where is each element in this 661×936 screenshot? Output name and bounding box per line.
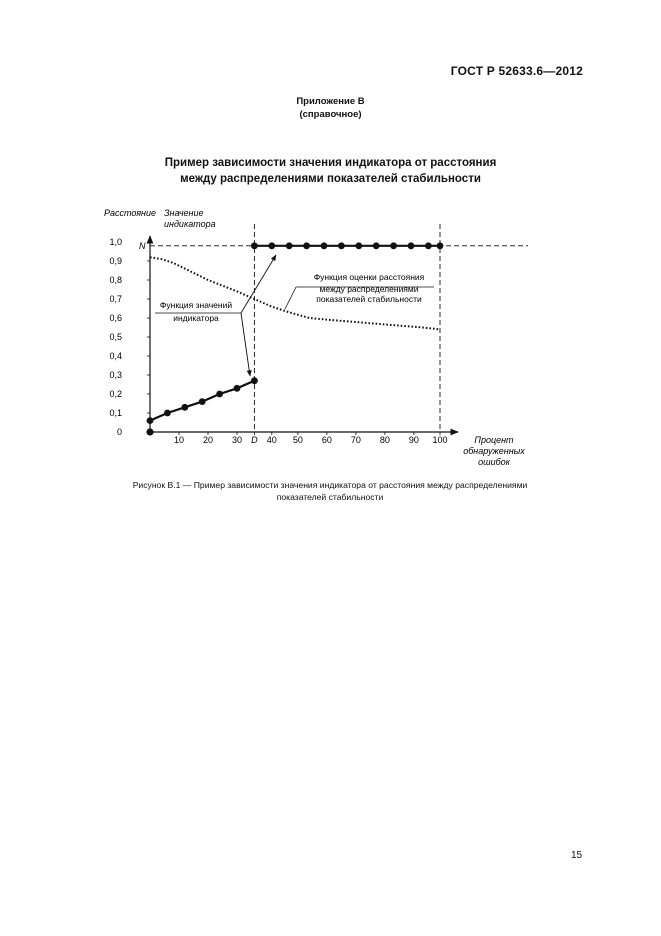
x-tick-label: 80 <box>379 435 390 445</box>
indicator-point <box>216 391 223 398</box>
x-tick-label: 100 <box>432 435 448 445</box>
page-number: 15 <box>571 850 583 861</box>
x-axis-label-3: ошибок <box>478 457 510 467</box>
y-axis-label-right-1: Значение <box>164 208 204 218</box>
indicator-point <box>373 242 380 249</box>
standard-header: ГОСТ Р 52633.6—2012 <box>450 64 583 78</box>
figure-title-line2: между распределениями показателей стабильности <box>180 173 481 185</box>
indicator-point <box>268 242 275 249</box>
distance-label-leader <box>285 287 296 309</box>
y-tick-label: 0,6 <box>109 313 122 323</box>
n-label: N <box>139 241 146 251</box>
distance-function-label-2: между распределениями <box>319 284 419 294</box>
indicator-point <box>251 242 258 249</box>
x-tick-label: 90 <box>408 435 419 445</box>
indicator-point <box>181 404 188 411</box>
y-tick-label: 0,8 <box>109 275 122 285</box>
figure-title-line1: Пример зависимости значения индикатора от расстояния <box>164 157 497 169</box>
x-axis-label-1: Процент <box>474 435 514 445</box>
appendix-kind: (справочное) <box>299 109 362 120</box>
indicator-point <box>408 242 415 249</box>
y-tick-label: 0,4 <box>109 351 122 361</box>
indicator-point <box>234 385 241 392</box>
indicator-point <box>321 242 328 249</box>
figure-caption-line1: Рисунок В.1 — Пример зависимости значения индикатора от расстояния между распределениями <box>132 480 528 490</box>
indicator-point <box>437 242 444 249</box>
distance-function-label-1: Функция оценки расстояния <box>313 272 425 282</box>
x-tick-label: 20 <box>202 435 214 445</box>
x-axis-label-2: обнаруженных <box>463 446 525 456</box>
y-tick-label: 0,7 <box>109 294 122 304</box>
figure-caption-line2: показателей стабильности <box>276 492 384 502</box>
indicator-point <box>390 242 397 249</box>
y-tick-label: 0,2 <box>109 389 122 399</box>
x-tick-label: 10 <box>173 435 185 445</box>
indicator-point <box>286 242 293 249</box>
indicator-arrow-down <box>241 313 250 376</box>
indicator-point <box>199 398 206 405</box>
y-tick-label: 0,5 <box>109 332 122 342</box>
y-tick-label: 0,1 <box>109 408 122 418</box>
indicator-point <box>355 242 362 249</box>
indicator-function-label-1: Функция значений <box>159 300 233 310</box>
y-tick-label: 0 <box>116 427 122 437</box>
y-tick-label: 1,0 <box>109 237 122 247</box>
indicator-point <box>338 242 345 249</box>
y-axis-label-right-2: индикатора <box>164 219 216 229</box>
y-tick-label: 0,3 <box>109 370 122 380</box>
indicator-point <box>164 410 171 417</box>
x-tick-label: 40 <box>266 435 277 445</box>
x-tick-label: 50 <box>292 435 303 445</box>
indicator-point <box>425 242 432 249</box>
origin-point <box>146 428 153 435</box>
distance-function-label-3: показателей стабильности <box>316 294 422 304</box>
indicator-point <box>251 377 258 384</box>
x-tick-label: 70 <box>350 435 361 445</box>
y-tick-label: 0,9 <box>109 256 122 266</box>
y-axis-label-left: Расстояние <box>104 208 156 218</box>
x-tick-label: 30 <box>231 435 243 445</box>
indicator-point <box>147 417 154 424</box>
x-tick-label-d: D <box>251 435 258 445</box>
indicator-arrow-up <box>241 255 276 313</box>
indicator-function-label-2: индикатора <box>173 313 219 323</box>
indicator-point <box>303 242 310 249</box>
appendix-title: Приложение В <box>296 96 365 107</box>
x-tick-label: 60 <box>321 435 332 445</box>
